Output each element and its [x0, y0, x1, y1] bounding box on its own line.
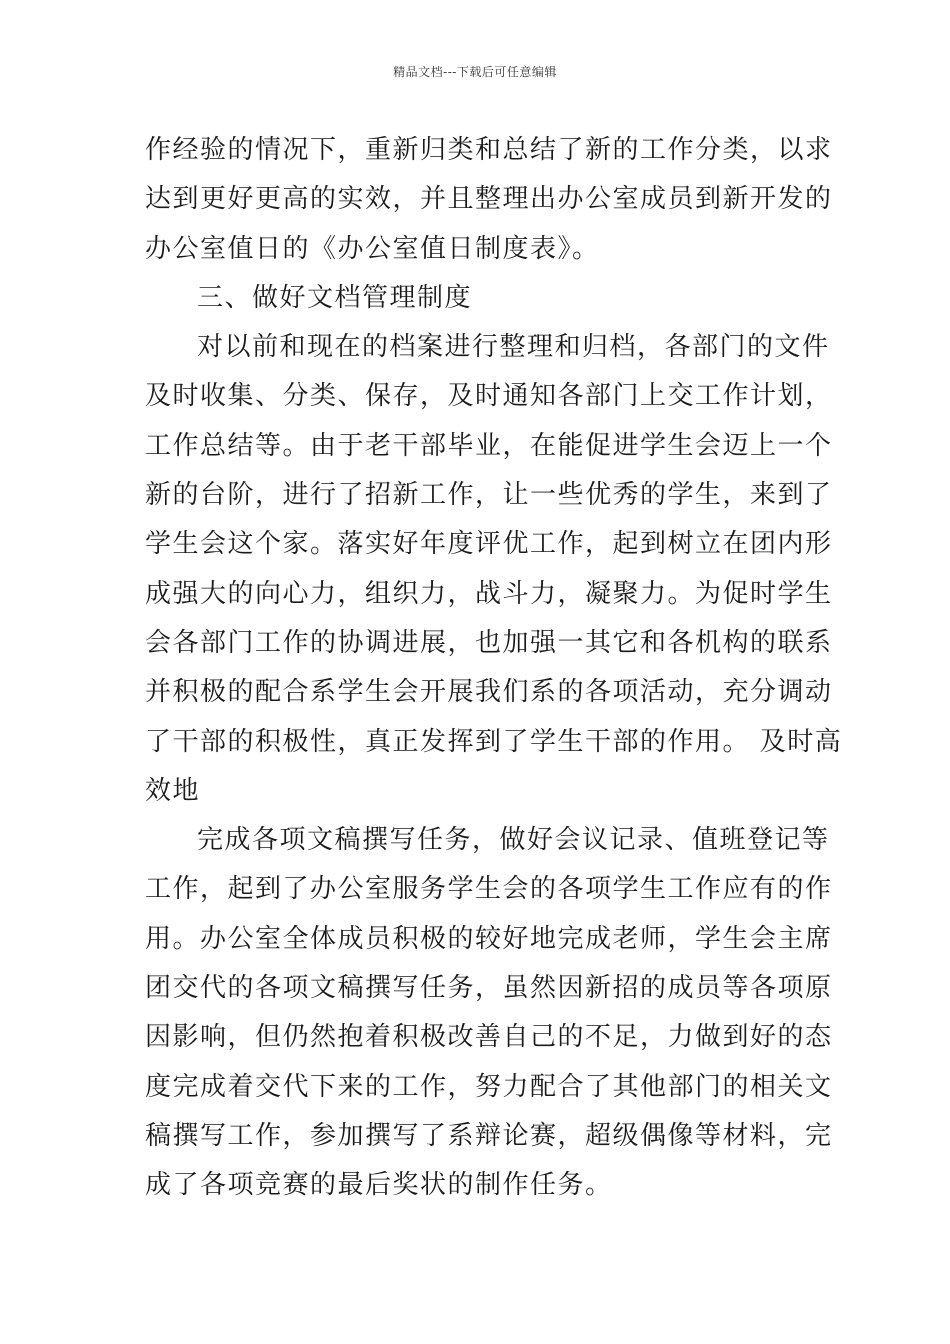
text-line: 效地 [145, 775, 201, 806]
text-line: 了干部的积极性，真正发挥到了学生干部的作用。 及时高 [145, 726, 843, 757]
text-line: 新的台阶，进行了招新工作，让一些优秀的学生，来到了 [145, 480, 833, 511]
text-line: 团交代的各项文稿撰写任务，虽然因新招的成员等各项原 [145, 973, 833, 1004]
text-line: 及时收集、分类、保存，及时通知各部门上交工作计划， [145, 381, 833, 412]
text-line: 因影响，但仍然抱着积极改善自己的不足，力做到好的态 [145, 1022, 833, 1053]
text-line: 工作总结等。由于老干部毕业，在能促进学生会迈上一个 [145, 430, 833, 461]
text-line: 成强大的向心力，组织力，战斗力，凝聚力。为促时学生 [145, 578, 833, 609]
text-line: 工作，起到了办公室服务学生会的各项学生工作应有的作 [145, 874, 833, 905]
text-line: 办公室值日的《办公室值日制度表》。 [145, 233, 600, 264]
text-line: 稿撰写工作，参加撰写了系辩论赛，超级偶像等材料，完 [145, 1120, 833, 1151]
text-line: 成了各项竞赛的最后奖状的制作任务。 [145, 1170, 613, 1201]
text-line: 度完成着交代下来的工作，努力配合了其他部门的相关文 [145, 1071, 833, 1102]
text-line: 并积极的配合系学生会开展我们系的各项活动，充分调动 [145, 677, 833, 708]
document-body [145, 126, 843, 1211]
text-line: 达到更好更高的实效，并且整理出办公室成员到新开发的 [145, 184, 833, 215]
text-line: 用。办公室全体成员积极的较好地完成老师，学生会主席 [145, 923, 833, 954]
text-line: 完成各项文稿撰写任务，做好会议记录、值班登记等 [197, 825, 830, 856]
section-heading: 三、做好文档管理制度 [197, 282, 473, 313]
text-line: 学生会这个家。落实好年度评优工作，起到树立在团内形 [145, 529, 833, 560]
text-line: 对以前和现在的档案进行整理和归档，各部门的文件 [197, 332, 830, 363]
text-line: 作经验的情况下，重新归类和总结了新的工作分类，以求 [145, 135, 833, 165]
text-line: 会各部门工作的协调进展，也加强一其它和各机构的联系 [145, 627, 833, 658]
page-header: 精品文档---下载后可任意编辑 [393, 65, 557, 79]
